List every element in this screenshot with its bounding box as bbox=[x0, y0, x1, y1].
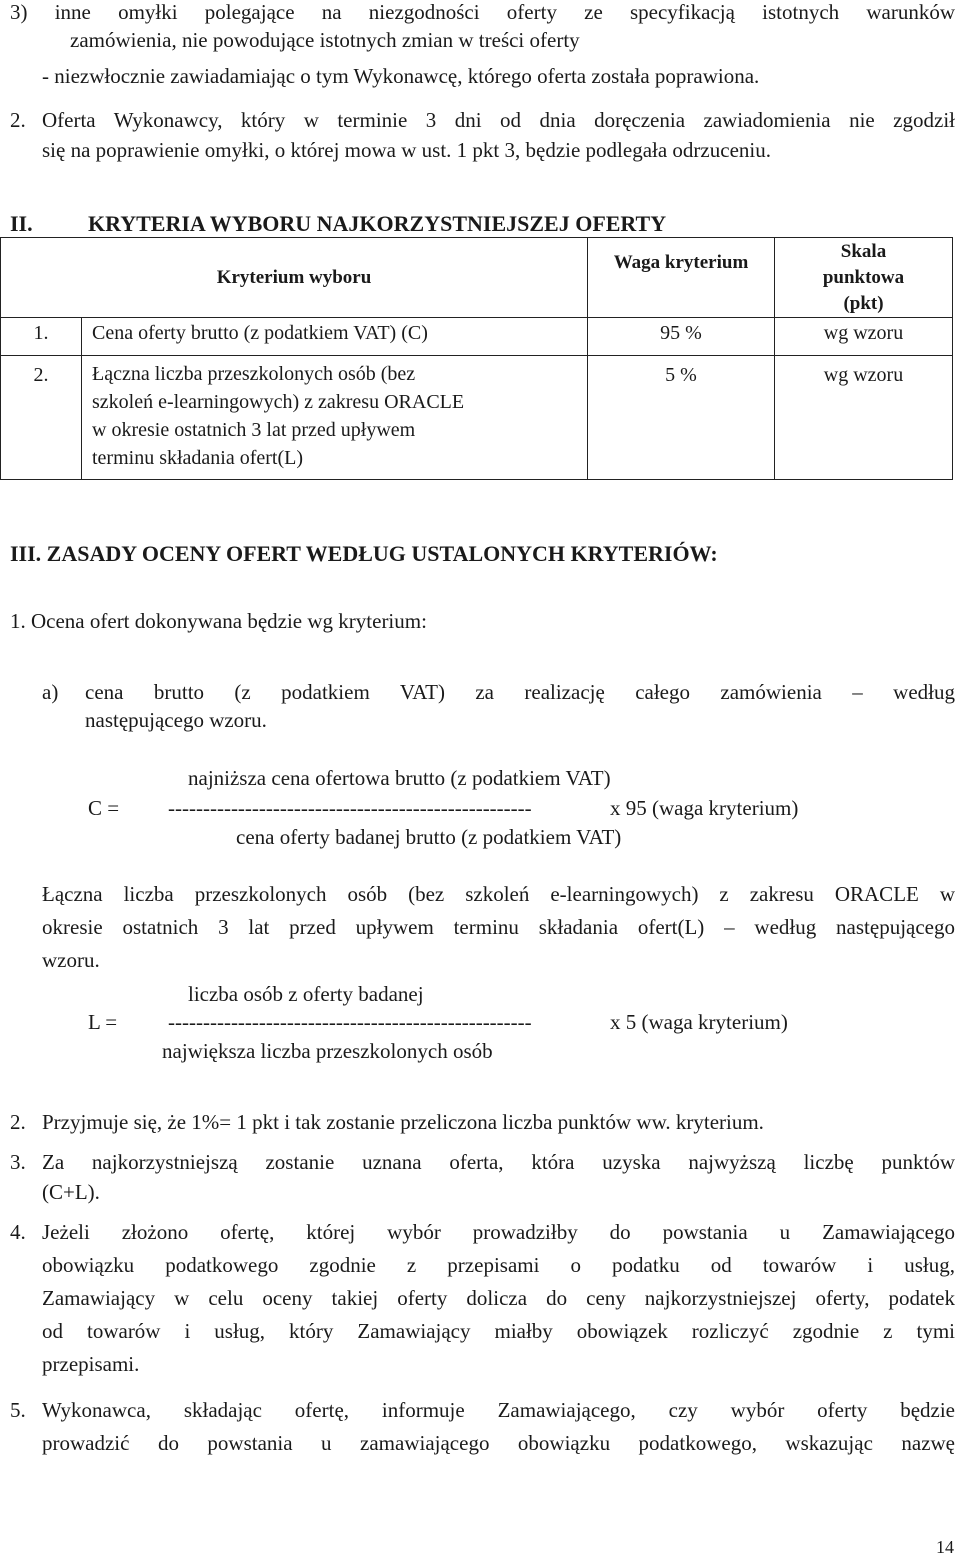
item-line: Wykonawca, składając ofertę, informuje Zamawiającego, czy wybór oferty będzie bbox=[42, 1398, 955, 1422]
header-weight bbox=[588, 238, 775, 318]
item-line: (C+L). bbox=[42, 1180, 100, 1204]
section2-number: II. bbox=[10, 211, 33, 236]
header-scale-line: Skala bbox=[840, 240, 887, 262]
point-a-line2: następującego wzoru. bbox=[85, 708, 267, 732]
row-criterion bbox=[82, 356, 588, 480]
formula-c-lhs: C = bbox=[88, 796, 120, 820]
header-criterion bbox=[1, 238, 588, 318]
row-criterion-line: Łączna liczba przeszkolonych osób (bez bbox=[92, 363, 416, 385]
row-criterion bbox=[82, 318, 588, 356]
formula-l-denominator: największa liczba przeszkolonych osób bbox=[162, 1039, 493, 1063]
point-a-label: a) bbox=[42, 680, 59, 704]
row-criterion-line: szkoleń e-learningowych) z zakresu ORACLE bbox=[92, 391, 465, 413]
item-number: 2. bbox=[10, 1110, 26, 1134]
formula-c-multiplier: x 95 (waga kryterium) bbox=[610, 796, 799, 820]
formula-c-denominator: cena oferty badanej brutto (z podatkiem VAT) bbox=[236, 825, 622, 849]
criteria-table bbox=[0, 237, 953, 480]
page-number: 14 bbox=[936, 1537, 954, 1557]
row-criterion-line: terminu składania ofert(L) bbox=[92, 447, 304, 469]
header-scale-line: punktowa bbox=[822, 266, 905, 288]
notify-line: - niezwłocznie zawiadamiając o tym Wykonawcę, którego oferta została poprawiona. bbox=[42, 64, 760, 88]
item-number: 3. bbox=[10, 1150, 26, 1174]
header-criterion-label: Kryterium wyboru bbox=[216, 266, 372, 288]
formula-c-fraction-bar: ---------------------------------------------------- bbox=[168, 796, 532, 820]
item-line: Zamawiający w celu oceny takiej oferty dolicza do ceny najkorzystniejszej oferty, podatek bbox=[42, 1286, 955, 1310]
item-line: przepisami. bbox=[42, 1352, 140, 1376]
row-number: 1. bbox=[1, 318, 82, 356]
item-number: 5. bbox=[10, 1398, 26, 1422]
section3-title: III. ZASADY OCENY OFERT WEDŁUG USTALONYCH KRYTERIÓW: bbox=[10, 541, 718, 566]
table-row bbox=[1, 318, 953, 356]
formula-c-numerator: najniższa cena ofertowa brutto (z podatkiem VAT) bbox=[188, 766, 611, 790]
table-row bbox=[1, 356, 953, 480]
formula-l-multiplier: x 5 (waga kryterium) bbox=[610, 1010, 788, 1034]
criteria-table-header bbox=[1, 238, 953, 318]
item-line: prowadzić do powstania u zamawiającego obowiązku podatkowego, wskazując nazwę bbox=[42, 1431, 955, 1455]
l-para-line3: wzoru. bbox=[42, 948, 100, 972]
row-weight: 5 % bbox=[588, 356, 775, 480]
item3-line2: zamówienia, nie powodujące istotnych zmian w treści oferty bbox=[70, 28, 580, 52]
item3-line1: 3) inne omyłki polegające na niezgodności oferty ze specyfikacją istotnych warunków bbox=[10, 0, 955, 24]
item-number: 4. bbox=[10, 1220, 26, 1244]
item-line: obowiązku podatkowego zgodnie z przepisami o podatku od towarów i usług, bbox=[42, 1253, 955, 1277]
p2-line1: Oferta Wykonawcy, który w terminie 3 dni od dnia doręczenia zawiadomienia nie zgodził bbox=[42, 108, 955, 132]
row-scale: wg wzoru bbox=[775, 356, 953, 480]
item-line: od towarów i usług, który Zamawiający miałby obowiązek rozliczyć zgodnie z tymi bbox=[42, 1319, 955, 1343]
item-line: Za najkorzystniejszą zostanie uznana oferta, która uzyska najwyższą liczbę punktów bbox=[42, 1150, 955, 1174]
header-scale bbox=[775, 238, 953, 318]
l-para-line1: Łączna liczba przeszkolonych osób (bez szkoleń e-learningowych) z zakresu ORACLE w bbox=[42, 882, 955, 906]
header-weight-label: Waga kryterium bbox=[613, 252, 749, 273]
point-a-line1: cena brutto (z podatkiem VAT) za realizację całego zamówienia – według bbox=[85, 680, 955, 704]
formula-l-lhs: L = bbox=[88, 1010, 118, 1034]
section2-title: KRYTERIA WYBORU NAJKORZYSTNIEJSZEJ OFERTY bbox=[88, 211, 667, 236]
row-weight: 95 % bbox=[588, 318, 775, 356]
row-criterion-line: Cena oferty brutto (z podatkiem VAT) (C) bbox=[92, 322, 428, 344]
formula-l-numerator: liczba osób z oferty badanej bbox=[188, 982, 424, 1006]
l-para-line2: okresie ostatnich 3 lat przed upływem terminu składania ofert(L) – według następującego bbox=[42, 915, 955, 939]
p2-number: 2. bbox=[10, 108, 26, 132]
p2-line2: się na poprawienie omyłki, o której mowa w ust. 1 pkt 3, będzie podlegała odrzuceniu. bbox=[42, 138, 771, 162]
header-scale-line: (pkt) bbox=[843, 292, 884, 314]
row-number: 2. bbox=[1, 356, 82, 480]
item-line: Przyjmuje się, że 1%= 1 pkt i tak zostanie przeliczona liczba punktów ww. kryterium. bbox=[42, 1110, 764, 1134]
section3-point1: 1. Ocena ofert dokonywana będzie wg kryterium: bbox=[10, 609, 427, 633]
formula-l-fraction-bar: ---------------------------------------------------- bbox=[168, 1010, 532, 1034]
row-criterion-line: w okresie ostatnich 3 lat przed upływem bbox=[92, 419, 416, 441]
item-line: Jeżeli złożono ofertę, której wybór prowadziłby do powstania u Zamawiającego bbox=[42, 1220, 955, 1244]
row-scale: wg wzoru bbox=[775, 318, 953, 356]
